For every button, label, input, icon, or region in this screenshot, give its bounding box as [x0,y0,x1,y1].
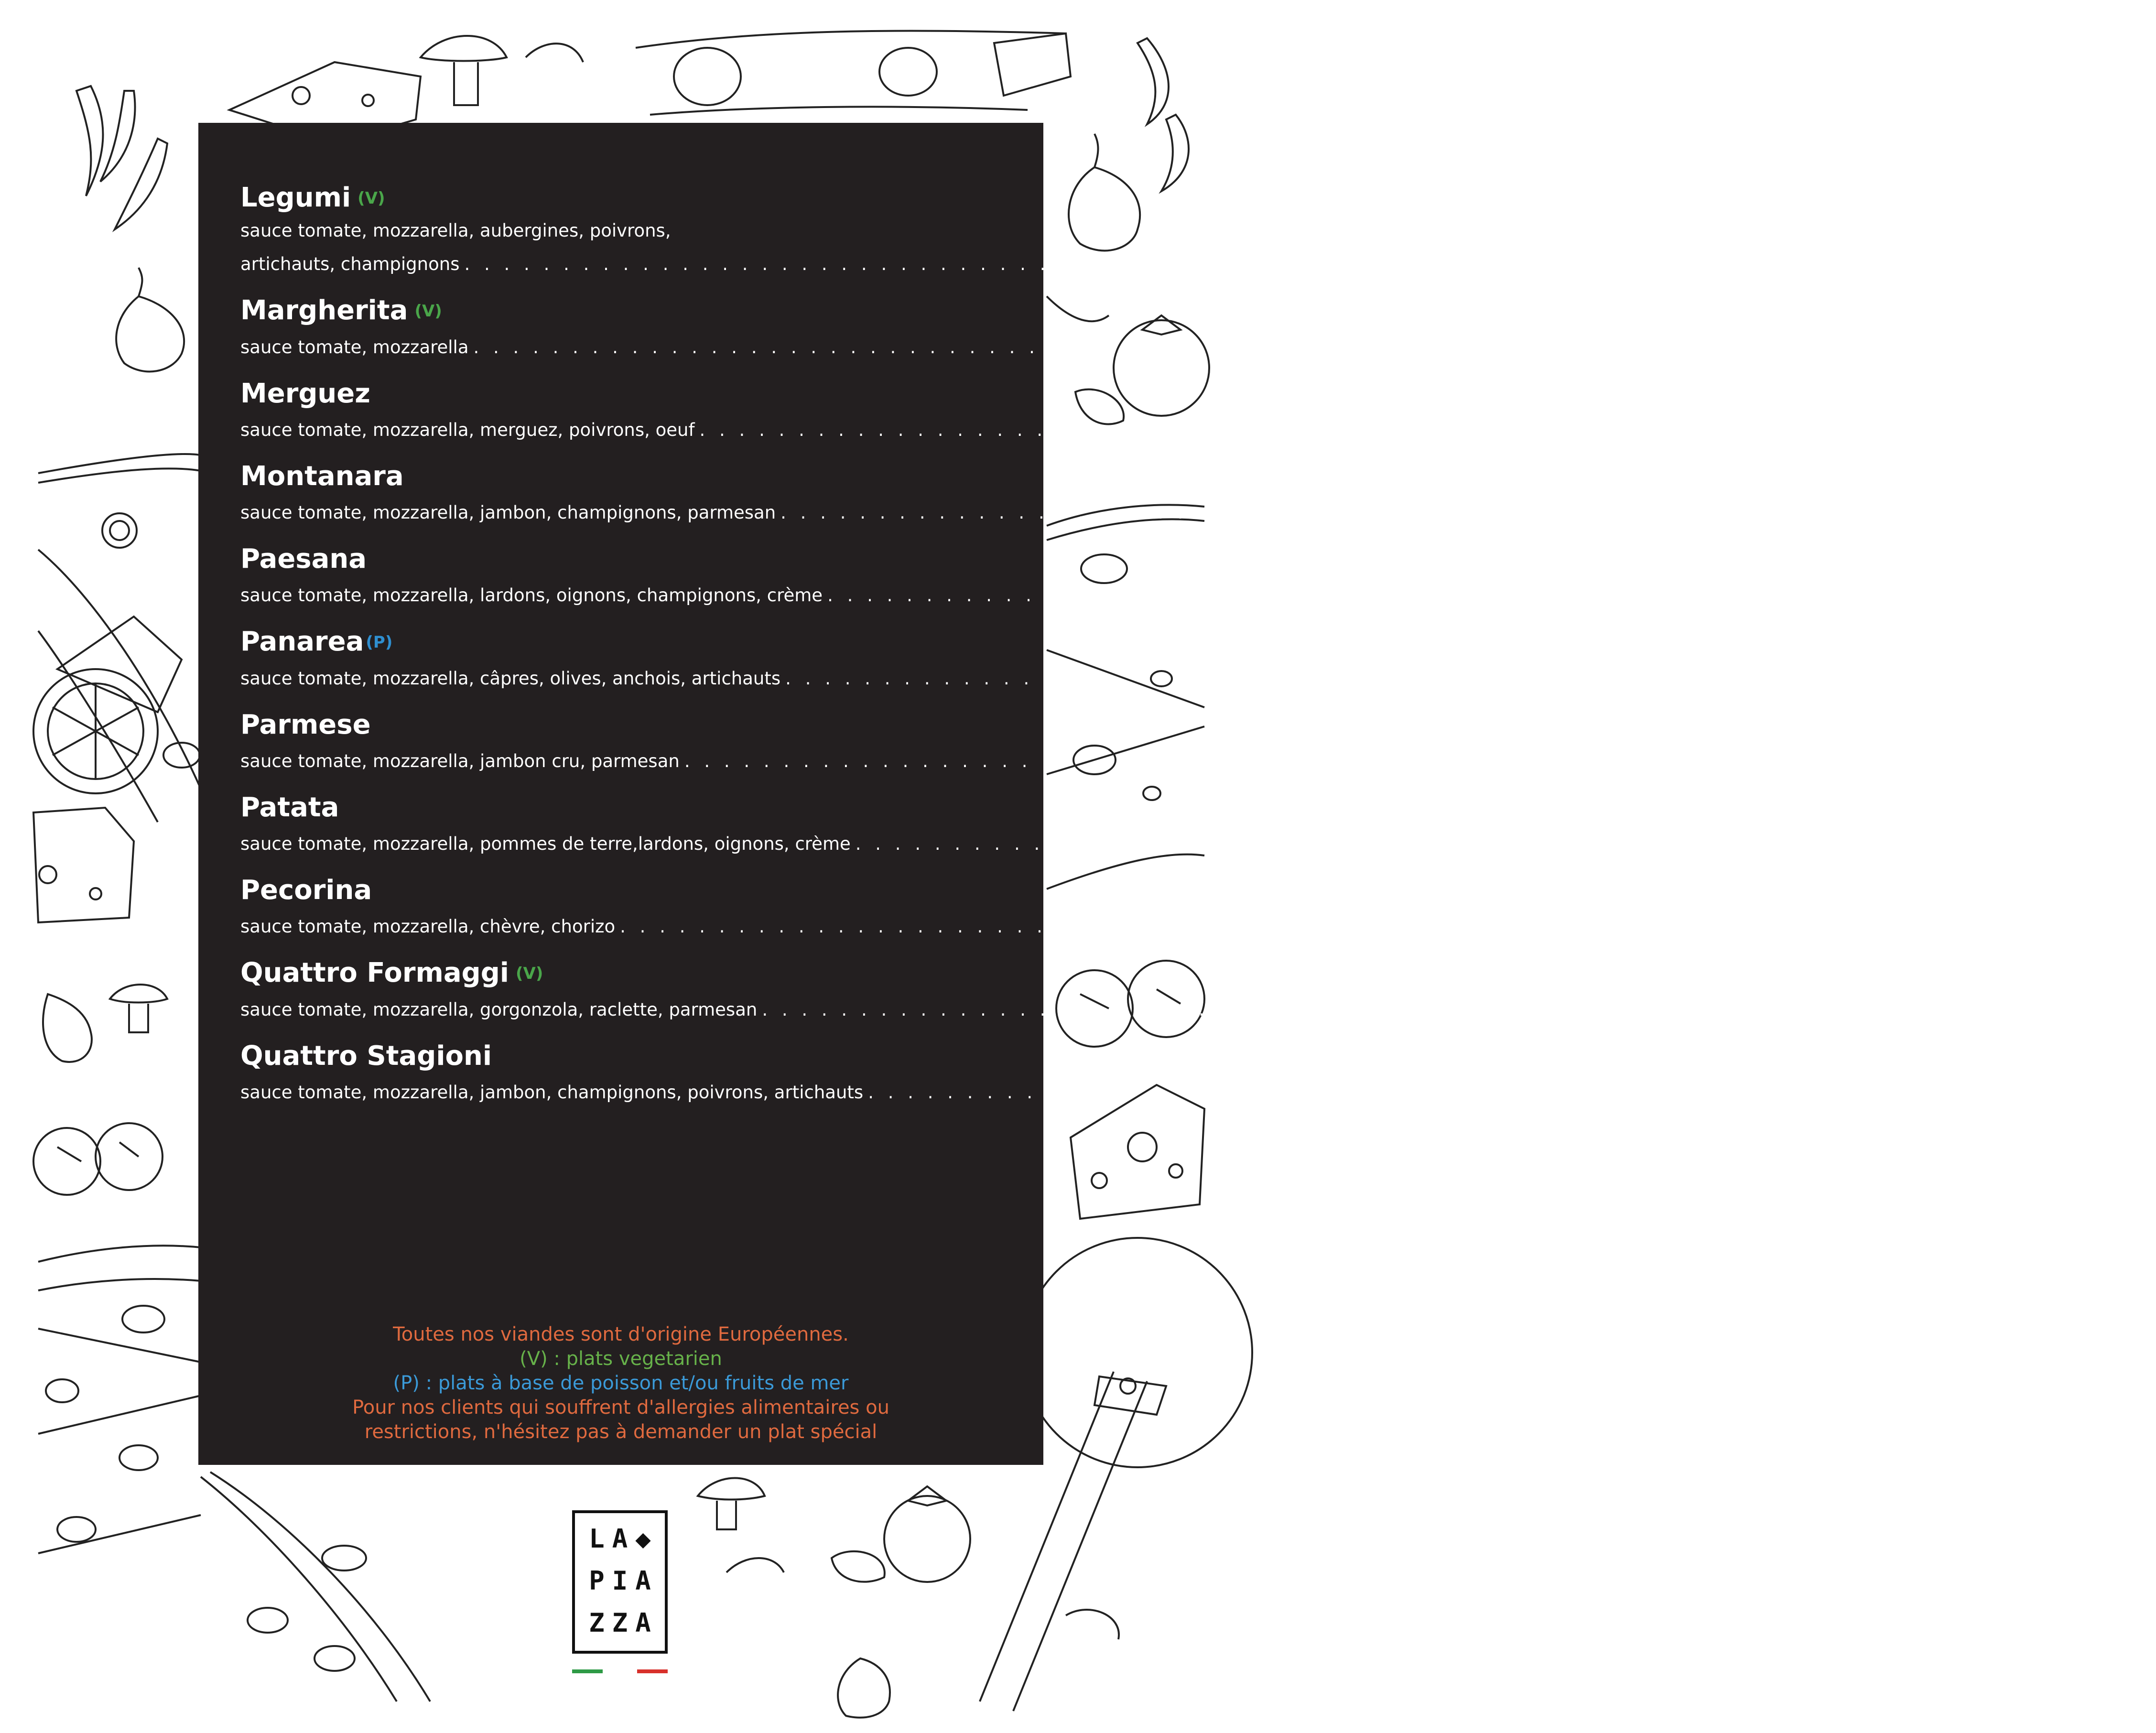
item-name: Quattro Stagioni [240,1040,492,1072]
la-piazza-logo [572,1510,668,1654]
item-description: sauce tomate, mozzarella, merguez, poivrons, oeuf [240,420,695,440]
item-price: 10,00 € [1971,660,2073,691]
menu-item-patata [240,790,2144,856]
flag-red-bar [637,1669,668,1673]
dot-leader: . . . . . . . . . . . . . . . . . . . . . . . . . . . . . . . . . . . . . . . . . . . . . . . . . . . . . . . . . . . . [464,254,1646,274]
item-description: sauce tomate, mozzarella, pommes de terre,lardons, oignons, crème [240,834,851,854]
vegetarian-legend: (V) : plats vegetarien [520,1348,722,1370]
logo-line: PIA [589,1566,659,1596]
item-price: 10,50 € [1885,412,1987,443]
item-name: Margherita [240,295,408,326]
vegetarian-tag: (V) [515,964,543,983]
item-price: 10,00 € [1966,494,2069,525]
menu-item-quattro-stagioni [240,1039,2156,1105]
menu-panel [198,123,2156,1465]
allergy-note-line2: restrictions, n'hésitez pas à demander un plat spécial [364,1421,878,1443]
item-price: 10,50 € [1947,991,2050,1022]
menu-item-montanara [240,459,2069,525]
flag-green-bar [572,1669,603,1673]
item-name: Patata [240,792,339,823]
item-description: sauce tomate, mozzarella, lardons, oignons, champignons, crème [240,585,823,606]
item-name: Panarea [240,626,364,657]
fish-legend: (P) : plats à base de poisson et/ou fruits de mer [393,1372,849,1394]
dot-leader: . . . . . . . . . . . . . . . . . . . . . . . . . . . . . . . . . . . . . . . . . . . . . . . . . . . . . . . . . . . . [868,1082,2049,1103]
item-description: sauce tomate, mozzarella, jambon, champignons, parmesan [240,502,776,523]
item-description: sauce tomate, mozzarella, jambon, champignons, poivrons, artichauts [240,1082,864,1103]
dot-leader: . . . . . . . . . . . . . . . . . . . . . . . . . . . . . . . . . . . . . . . . . . . . . . . . . . . . . . . . . . . . [855,834,2037,854]
item-price: 9,50 € [1805,908,1891,939]
item-name: Quattro Formaggi [240,957,509,988]
dot-leader: . . . . . . . . . . . . . . . . . . . . . . . . . . . . . . . . . . . . . . . . . . . . . . . . . . . . . . . . . . . . [699,420,1881,440]
menu-item-legumi [240,180,1752,277]
item-description: sauce tomate, mozzarella, câpres, olives, anchois, artichauts [240,668,781,689]
menu-list [240,180,2156,1121]
item-name: Pecorina [240,875,372,906]
dot-leader: . . . . . . . . . . . . . . . . . . . . . . . . . . . . . . . . . . . . . . . . . . . . . . . . . . . . . . . . . . . . [827,585,2008,606]
menu-item-quattro-formaggi [240,955,2050,1022]
item-description: sauce tomate, mozzarella, chèvre, chorizo [240,916,616,937]
menu-item-panarea [240,624,2073,691]
dot-leader: . . . . . . . . . . . . . . . . . . . . . . . . . . . . . . . . . . . . . . . . . . . . . . . . . . . . . . . . . . . . [762,999,1943,1020]
item-name: Montanara [240,461,404,492]
dot-leader: . . . . . . . . . . . . . . . . . . . . . . . . . . . . . . . . . . . . . . . . . . . . . . . . . . . . . . . . . . . . [780,502,1961,523]
item-name: Paesana [240,543,367,574]
item-description: sauce tomate, mozzarella, gorgonzola, raclette, parmesan [240,999,758,1020]
item-price: 10,50 € [1870,743,1972,774]
dot-leader: . . . . . . . . . . . . . . . . . . . . . . . . . . . . . . . . . . . . . . . . . . . . . . . . . . . . . . . . . . . . [684,751,1865,771]
allergy-note-line1: Pour nos clients qui souffrent d'allergies alimentaires ou [352,1397,889,1419]
item-price: 7,50 € [1659,329,1744,360]
logo-line: ZZA [589,1608,659,1638]
menu-item-paesana [240,542,2115,608]
dot-leader: . . . . . . . . . . . . . . . . . . . . . . . . . . . . . . . . . . . . . . . . . . . . . . . . . . . . . . . . . . . . [473,337,1655,357]
item-price: 10,00 € [2053,1074,2156,1105]
menu-item-margherita [240,293,1744,360]
dot-leader: . . . . . . . . . . . . . . . . . . . . . . . . . . . . . . . . . . . . . . . . . . . . . . . . . . . . . . . . . . . . [620,916,1801,937]
menu-item-pecorina [240,873,1891,939]
item-price: 10,00 € [2041,825,2144,856]
vegetarian-tag: (V) [358,189,385,208]
item-name: Legumi [240,182,351,213]
item-name: Merguez [240,378,370,409]
item-price: 10,00 € [2013,577,2115,608]
item-name: Parmese [240,709,371,740]
menu-item-merguez [240,376,1987,443]
vegetarian-tag: (V) [414,302,442,321]
menu-item-parmese [240,707,1972,774]
item-price: 10,00 € [1650,246,1752,277]
item-description: artichauts, champignons [240,254,460,274]
meat-origin-note: Toutes nos viandes sont d'origine Européennes. [393,1323,849,1345]
fish-tag: (P) [366,633,393,652]
italian-flag-stripe [572,1669,668,1673]
item-description: sauce tomate, mozzarella, jambon cru, parmesan [240,751,680,771]
dot-leader: . . . . . . . . . . . . . . . . . . . . . . . . . . . . . . . . . . . . . . . . . . . . . . . . . . . . . . . . . . . . [785,668,1966,689]
item-description: sauce tomate, mozzarella, aubergines, poivrons, [240,220,671,241]
item-description: sauce tomate, mozzarella [240,337,469,357]
logo-line: LA◆ [589,1524,659,1554]
menu-notes [198,1322,1043,1444]
